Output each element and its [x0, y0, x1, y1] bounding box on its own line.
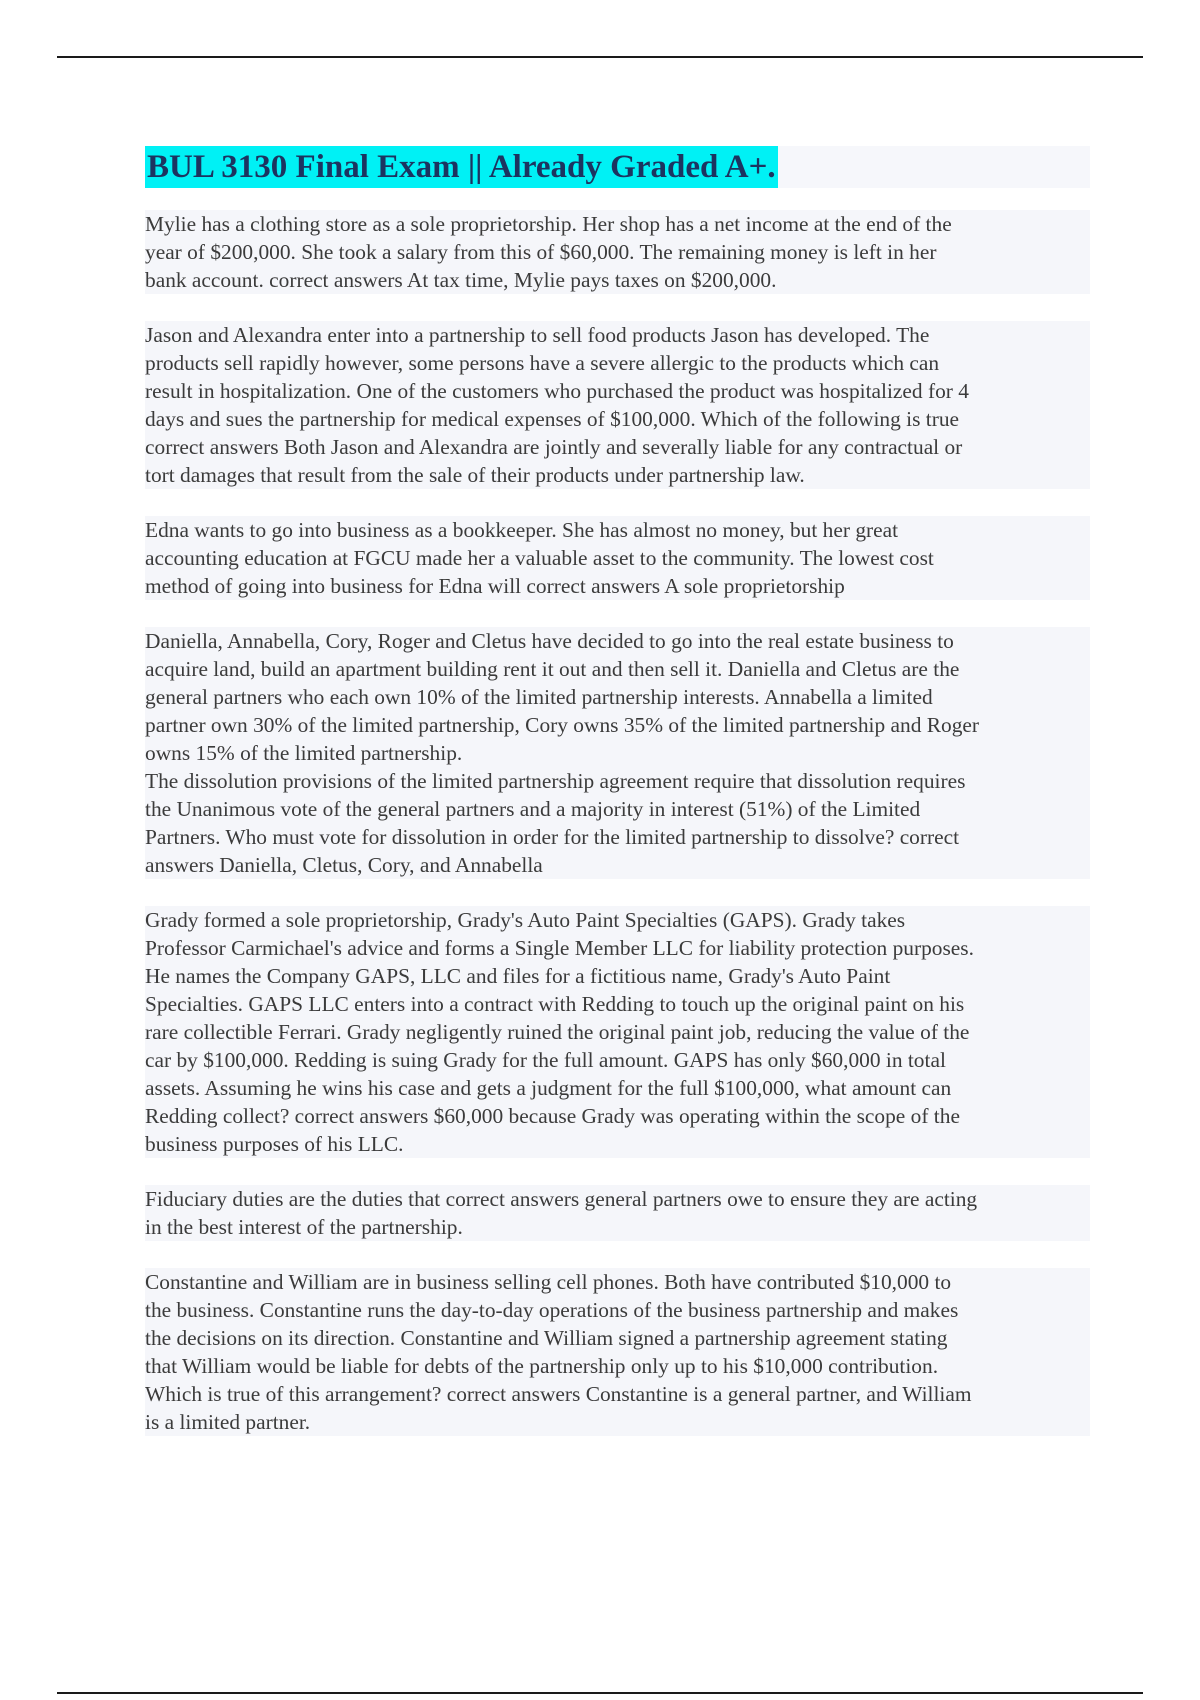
paragraph-line: Professor Carmichael's advice and forms a Single Member LLC for liability protection purposes. [145, 934, 1090, 962]
paragraph-line: the business. Constantine runs the day-to-day operations of the business partnership and makes [145, 1296, 1090, 1324]
paragraph-line: The dissolution provisions of the limited partnership agreement require that dissolution requires [145, 767, 1090, 795]
paragraph-line: year of $200,000. She took a salary from this of $60,000. The remaining money is left in her [145, 238, 1090, 266]
paragraph-line: acquire land, build an apartment building rent it out and then sell it. Daniella and Cletus are the [145, 655, 1090, 683]
title-band [145, 146, 1090, 188]
paragraph-line: He names the Company GAPS, LLC and files for a fictitious name, Grady's Auto Paint [145, 962, 1090, 990]
paragraph-line: car by $100,000. Redding is suing Grady for the full amount. GAPS has only $60,000 in total [145, 1046, 1090, 1074]
paragraph-line: answers Daniella, Cletus, Cory, and Annabella [145, 851, 1090, 879]
question-paragraph-5 [145, 906, 1090, 1158]
paragraph-line: rare collectible Ferrari. Grady negligently ruined the original paint job, reducing the value of the [145, 1018, 1090, 1046]
paragraph-line: assets. Assuming he wins his case and gets a judgment for the full $100,000, what amount can [145, 1074, 1090, 1102]
paragraph-line: the decisions on its direction. Constantine and William signed a partnership agreement stating [145, 1324, 1090, 1352]
question-paragraph-2 [145, 321, 1090, 489]
paragraph-line: business purposes of his LLC. [145, 1130, 1090, 1158]
paragraph-line: general partners who each own 10% of the limited partnership interests. Annabella a limited [145, 683, 1090, 711]
paragraph-line: correct answers Both Jason and Alexandra are jointly and severally liable for any contractual or [145, 433, 1090, 461]
paragraph-line: Grady formed a sole proprietorship, Grady's Auto Paint Specialties (GAPS). Grady takes [145, 906, 1090, 934]
paragraph-line: result in hospitalization. One of the customers who purchased the product was hospitalized for 4 [145, 377, 1090, 405]
paragraph-line: Redding collect? correct answers $60,000 because Grady was operating within the scope of the [145, 1102, 1090, 1130]
question-paragraph-4 [145, 627, 1090, 879]
paragraph-line: Daniella, Annabella, Cory, Roger and Cletus have decided to go into the real estate business to [145, 627, 1090, 655]
paragraph-line: the Unanimous vote of the general partners and a majority in interest (51%) of the Limited [145, 795, 1090, 823]
paragraph-line: Mylie has a clothing store as a sole proprietorship. Her shop has a net income at the end of the [145, 210, 1090, 238]
paragraph-line: partner own 30% of the limited partnership, Cory owns 35% of the limited partnership and Roger [145, 711, 1090, 739]
paragraph-line: Jason and Alexandra enter into a partnership to sell food products Jason has developed. The [145, 321, 1090, 349]
paragraph-line: owns 15% of the limited partnership. [145, 739, 1090, 767]
top-rule [57, 56, 1143, 58]
paragraph-line: that William would be liable for debts of the partnership only up to his $10,000 contribution. [145, 1352, 1090, 1380]
paragraph-line: Fiduciary duties are the duties that correct answers general partners owe to ensure they are acting [145, 1185, 1090, 1213]
paragraph-line: days and sues the partnership for medical expenses of $100,000. Which of the following is true [145, 405, 1090, 433]
paragraph-line: is a limited partner. [145, 1408, 1090, 1436]
question-paragraph-1 [145, 210, 1090, 294]
paragraph-line: bank account. correct answers At tax time, Mylie pays taxes on $200,000. [145, 266, 1090, 294]
document-title: BUL 3130 Final Exam || Already Graded A+. [145, 146, 778, 188]
paragraph-line: Partners. Who must vote for dissolution in order for the limited partnership to dissolve? correct [145, 823, 1090, 851]
question-paragraph-3 [145, 516, 1090, 600]
paragraph-line: Edna wants to go into business as a bookkeeper. She has almost no money, but her great [145, 516, 1090, 544]
bottom-rule [57, 1692, 1143, 1694]
question-paragraph-7 [145, 1268, 1090, 1436]
document-body [145, 146, 1090, 1463]
paragraph-line: Which is true of this arrangement? correct answers Constantine is a general partner, and William [145, 1380, 1090, 1408]
paragraph-line: method of going into business for Edna will correct answers A sole proprietorship [145, 572, 1090, 600]
paragraph-line: products sell rapidly however, some persons have a severe allergic to the products which can [145, 349, 1090, 377]
question-paragraph-6 [145, 1185, 1090, 1241]
paragraph-line: Specialties. GAPS LLC enters into a contract with Redding to touch up the original paint on his [145, 990, 1090, 1018]
paragraph-line: in the best interest of the partnership. [145, 1213, 1090, 1241]
paragraph-line: Constantine and William are in business selling cell phones. Both have contributed $10,000 to [145, 1268, 1090, 1296]
paragraph-line: tort damages that result from the sale of their products under partnership law. [145, 461, 1090, 489]
paragraph-line: accounting education at FGCU made her a valuable asset to the community. The lowest cost [145, 544, 1090, 572]
